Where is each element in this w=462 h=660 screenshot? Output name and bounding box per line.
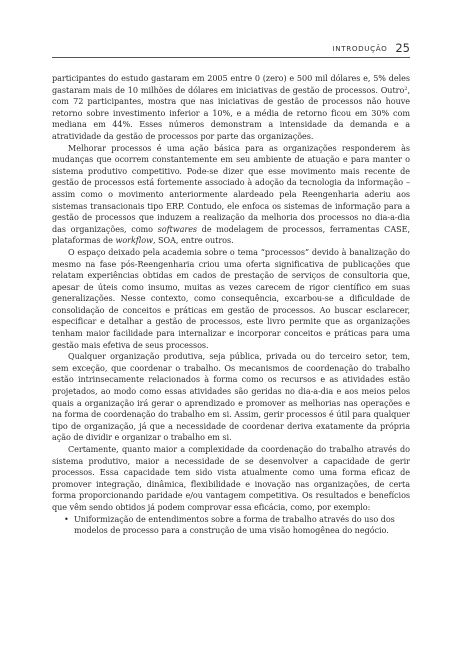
page-header — [52, 36, 410, 58]
page-number: 25 — [395, 41, 410, 55]
text-segment: O espaço deixado pela academia sobre o tema “processos” devido à banalização do mesmo na fase pós-Reengenharia criou uma oferta significativa de publicações que relatam experiências obtidas em cados de prestação de serviços de consultoria que, apesar de úteis como insumo, muitas as vezes carecem de rigor científico em suas generalizações. Nesse contexto, como consequência, excarbou-se a dificuldade de consolidação de conceitos e práticas em gestão de processos. Ao buscar esclarecer, especificar e detalhar a gestão de processos, este livro permite que as organizações tenham maior facilidade para internalizar e incorporar conceitos e práticas para uma gestão mais efetiva de seus processos. — [52, 246, 410, 350]
text-segment: de modelagem de processos, ferramentas CASE, plataformas de — [52, 223, 410, 246]
text-segment: Qualquer organização produtiva, seja pública, privada ou do terceiro setor, tem, sem exceção, que coordenar o trabalho. Os mecanismos de coordenação do trabalho estão intrinsecamente relacionados à forma como os recursos e as atividades estão projetados, ao modo como essas atividades são geridas no dia-a-dia e aos meios pelos quais a organização irá gerar o aprendizado e promover as melhorias nas operações e na forma de coordenação do trabalho em si. Assim, gerir processos é útil para qualquer tipo de organização, já que a necessidade de coordenar deriva exatamente da própria ação de dividir e organizar o trabalho em si. — [52, 351, 410, 443]
text-segment: , SOA, entre outros. — [153, 235, 234, 246]
text-segment: Certamente, quanto maior a complexidade da coordenação do trabalho através do sistema produtivo, maior a necessidade de se desenvolver a capacidade de gerir processos. Essa capacidade tem sido vista atualmente como uma forma eficaz de promover integração, dinâmica, flexibilidade e inovação nas organizações, de certa forma proporcionando paridade e/ou vantagem competitiva. Os resultados e benefícios que vêm sendo obtidos já podem comprovar essa eficácia, como, por exemplo: — [52, 444, 410, 512]
body-text — [52, 73, 410, 537]
bullet-list — [52, 514, 410, 537]
bullet-marker: • — [64, 513, 69, 524]
italic-term: workflow — [115, 235, 153, 246]
paragraph — [52, 351, 410, 444]
text-segment: Uniformização de entendimentos sobre a forma de trabalho através do uso dos modelos de processo para a construção de uma visão homogênea do negócio. — [74, 513, 395, 536]
list-item — [52, 514, 410, 537]
paragraph — [52, 444, 410, 514]
footnote-ref: 2 — [404, 85, 408, 92]
paragraph — [52, 73, 410, 143]
running-head: INTRODUÇÃO — [332, 44, 388, 53]
text-segment: participantes do estudo gastaram em 2005 entre 0 (zero) e 500 mil dólares e, 5% deles gastaram mais de 10 milhões de dólares em iniciativas de gestão de processos. Outro — [52, 73, 410, 95]
paragraph — [52, 143, 410, 247]
italic-term: softwares — [157, 223, 198, 234]
text-segment: , com 72 participantes, mostra que nas iniciativas de gestão de processos não houve retorno sobre investimento inferior a 10%, e a média de retorno ficou em 30% com mediana em 44%. Esses números demonstram a intensidade da demanda e a atratividade da gestão de processos por parte das organizações. — [52, 84, 410, 141]
paragraph — [52, 247, 410, 351]
text-segment: Melhorar processos é uma ação básica para as organizações responderem às mudanças que ocorrem constantemente em seu ambiente de atuação e para manter o sistema produtivo competitivo. Pode-se dizer que esse movimento mais recente de gestão de processos está fortemente associado à adoção da tecnologia da informação – assim como o movimento anteriormente alardeado pela Reengenharia aderiu aos sistemas transacionais tipo ERP. Contudo, ele enfoca os sistemas de informação para a gestão de processos que induzem a realização da melhoria dos processos no dia-a-dia das organizações, como — [52, 142, 410, 234]
